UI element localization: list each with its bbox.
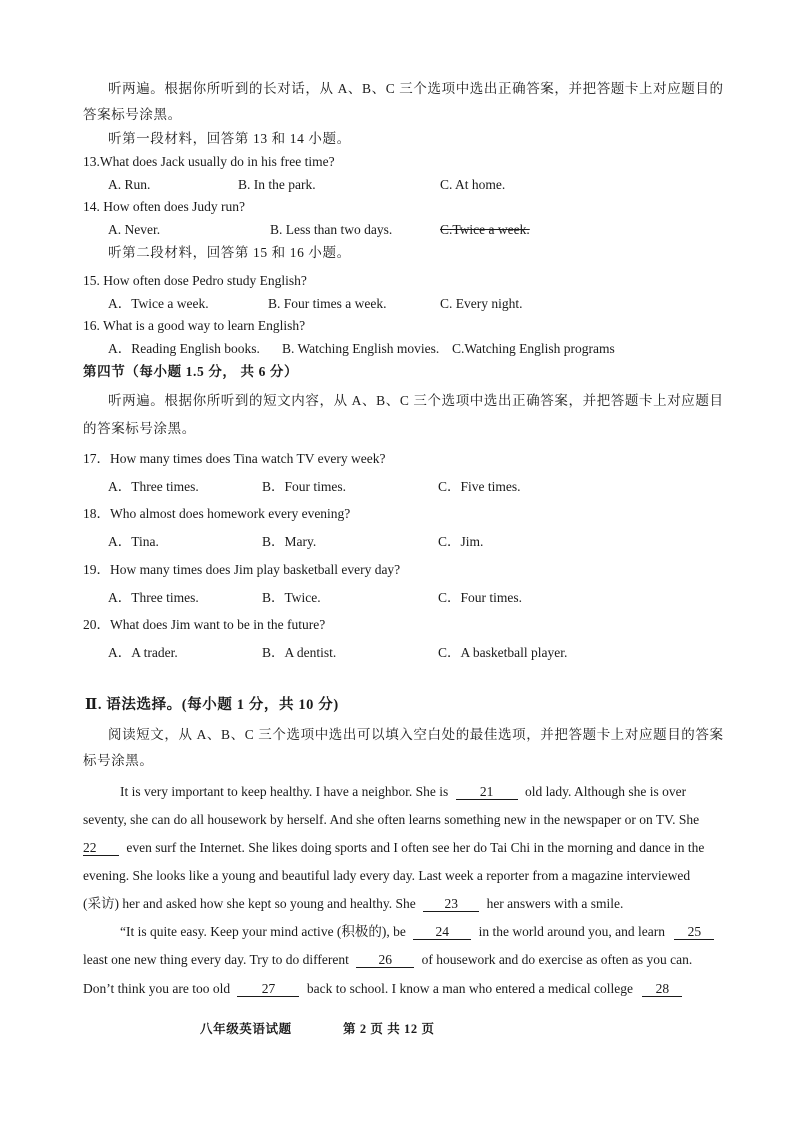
footer-page-number: 第 2 页 共 12 页: [343, 1022, 435, 1036]
q16-option-b: B. Watching English movies.: [282, 341, 440, 356]
q17-stem: 17．How many times does Tina watch TV every week?: [83, 451, 386, 466]
passage-line: [83, 895, 623, 913]
q14-option-b: B. Less than two days.: [270, 222, 393, 237]
q13-option-a: A. Run.: [108, 177, 151, 192]
q20-option-c: C．A basketball player.: [438, 645, 568, 660]
q15-option-c: C. Every night.: [440, 296, 523, 311]
blank-24: 24: [413, 924, 471, 940]
passage-text: old lady. Although she is over: [525, 784, 687, 799]
q20-option-a: A．A trader.: [108, 645, 178, 660]
passage-line: evening. She looks like a young and beautiful lady every day. Last week a reporter from a magazine interviewed: [83, 868, 691, 883]
q18-option-c: C．Jim.: [438, 534, 484, 549]
q15-stem: 15. How often dose Pedro study English?: [83, 273, 307, 288]
passage-text: “It is quite easy. Keep your mind active (积极的), be: [120, 924, 406, 939]
q13-option-b: B. In the park.: [238, 177, 316, 192]
part2-heading: Ⅱ. 语法选择。(每小题 1 分，共 10 分): [85, 697, 339, 713]
passage-line: [120, 923, 714, 941]
passage-line: seventy, she can do all housework by herself. And she often learns something new in the newspaper or on TV. She: [83, 812, 700, 827]
q13-option-c: C. At home.: [440, 177, 506, 192]
q20-option-b: B．A dentist.: [262, 645, 337, 660]
q14-option-a: A. Never.: [108, 222, 161, 237]
section4-instruction-line1: 听两遍。根据你所听到的短文内容，从 A、B、C 三个选项中选出正确答案，并把答题卡上对应题目: [108, 393, 724, 408]
part2-instruction-line2: 标号涂黑。: [83, 753, 154, 768]
section4-heading: 第四节（每小题 1.5 分， 共 6 分）: [83, 364, 299, 379]
blank-25: 25: [674, 924, 714, 940]
q19-option-a: A．Three times.: [108, 590, 199, 605]
passage-text: least one new thing every day. Try to do different: [83, 952, 349, 967]
blank-26: 26: [356, 952, 414, 968]
q19-option-c: C．Four times.: [438, 590, 523, 605]
section3-instruction-line2: 答案标号涂黑。: [83, 107, 182, 122]
q17-option-b: B．Four times.: [262, 479, 347, 494]
footer-subject: 八年级英语试题: [200, 1022, 292, 1036]
q16-option-c: C.Watching English programs: [452, 341, 615, 356]
passage-text: (采访) her and asked how she kept so young and healthy. She: [83, 896, 416, 911]
blank-22: 22: [83, 840, 119, 856]
blank-27: 27: [237, 981, 299, 997]
q16-stem: 16. What is a good way to learn English?: [83, 318, 306, 333]
q20-stem: 20．What does Jim want to be in the future?: [83, 617, 326, 632]
q17-option-c: C．Five times.: [438, 479, 521, 494]
q19-option-b: B．Twice.: [262, 590, 321, 605]
part2-instruction-line1: 阅读短文，从 A、B、C 三个选项中选出可以填入空白处的最佳选项，并把答题卡上对应题目的答案: [108, 727, 724, 742]
passage-text: of housework and do exercise as often as you can.: [421, 952, 693, 967]
passage-line: [120, 783, 686, 801]
passage-text: Don’t think you are too old: [83, 981, 231, 996]
q18-option-b: B．Mary.: [262, 534, 317, 549]
material-1-note: 听第一段材料，回答第 13 和 14 小题。: [108, 131, 351, 146]
q18-option-a: A．Tina.: [108, 534, 159, 549]
section3-instruction-line1: 听两遍。根据你所听到的长对话，从 A、B、C 三个选项中选出正确答案，并把答题卡上对应题目的: [108, 81, 724, 96]
section4-instruction-line2: 的答案标号涂黑。: [83, 421, 196, 436]
q15-option-b: B. Four times a week.: [268, 296, 387, 311]
material-2-note: 听第二段材料，回答第 15 和 16 小题。: [108, 245, 351, 260]
q15-option-a: A．Twice a week.: [108, 296, 209, 311]
passage-text: her answers with a smile.: [486, 896, 624, 911]
blank-23: 23: [423, 896, 479, 912]
blank-21: 21: [456, 784, 518, 800]
blank-28: 28: [642, 981, 682, 997]
q13-stem: 13.What does Jack usually do in his free time?: [83, 154, 335, 169]
q17-option-a: A．Three times.: [108, 479, 199, 494]
q14-stem: 14. How often does Judy run?: [83, 199, 245, 214]
passage-text: back to school. I know a man who entered a medical college: [306, 981, 633, 996]
passage-text: even surf the Internet. She likes doing sports and I often see her do Tai Chi in the morning and dance in the: [126, 840, 705, 855]
passage-line: [83, 839, 704, 857]
passage-line: [83, 951, 692, 969]
q14-option-c: C.Twice a week.: [440, 222, 530, 237]
passage-text: It is very important to keep healthy. I have a neighbor. She is: [120, 784, 449, 799]
q16-option-a: A．Reading English books.: [108, 341, 260, 356]
q19-stem: 19．How many times does Jim play basketball every day?: [83, 562, 401, 577]
q18-stem: 18．Who almost does homework every evening?: [83, 506, 351, 521]
passage-line: [83, 980, 682, 998]
passage-text: in the world around you, and learn: [478, 924, 665, 939]
